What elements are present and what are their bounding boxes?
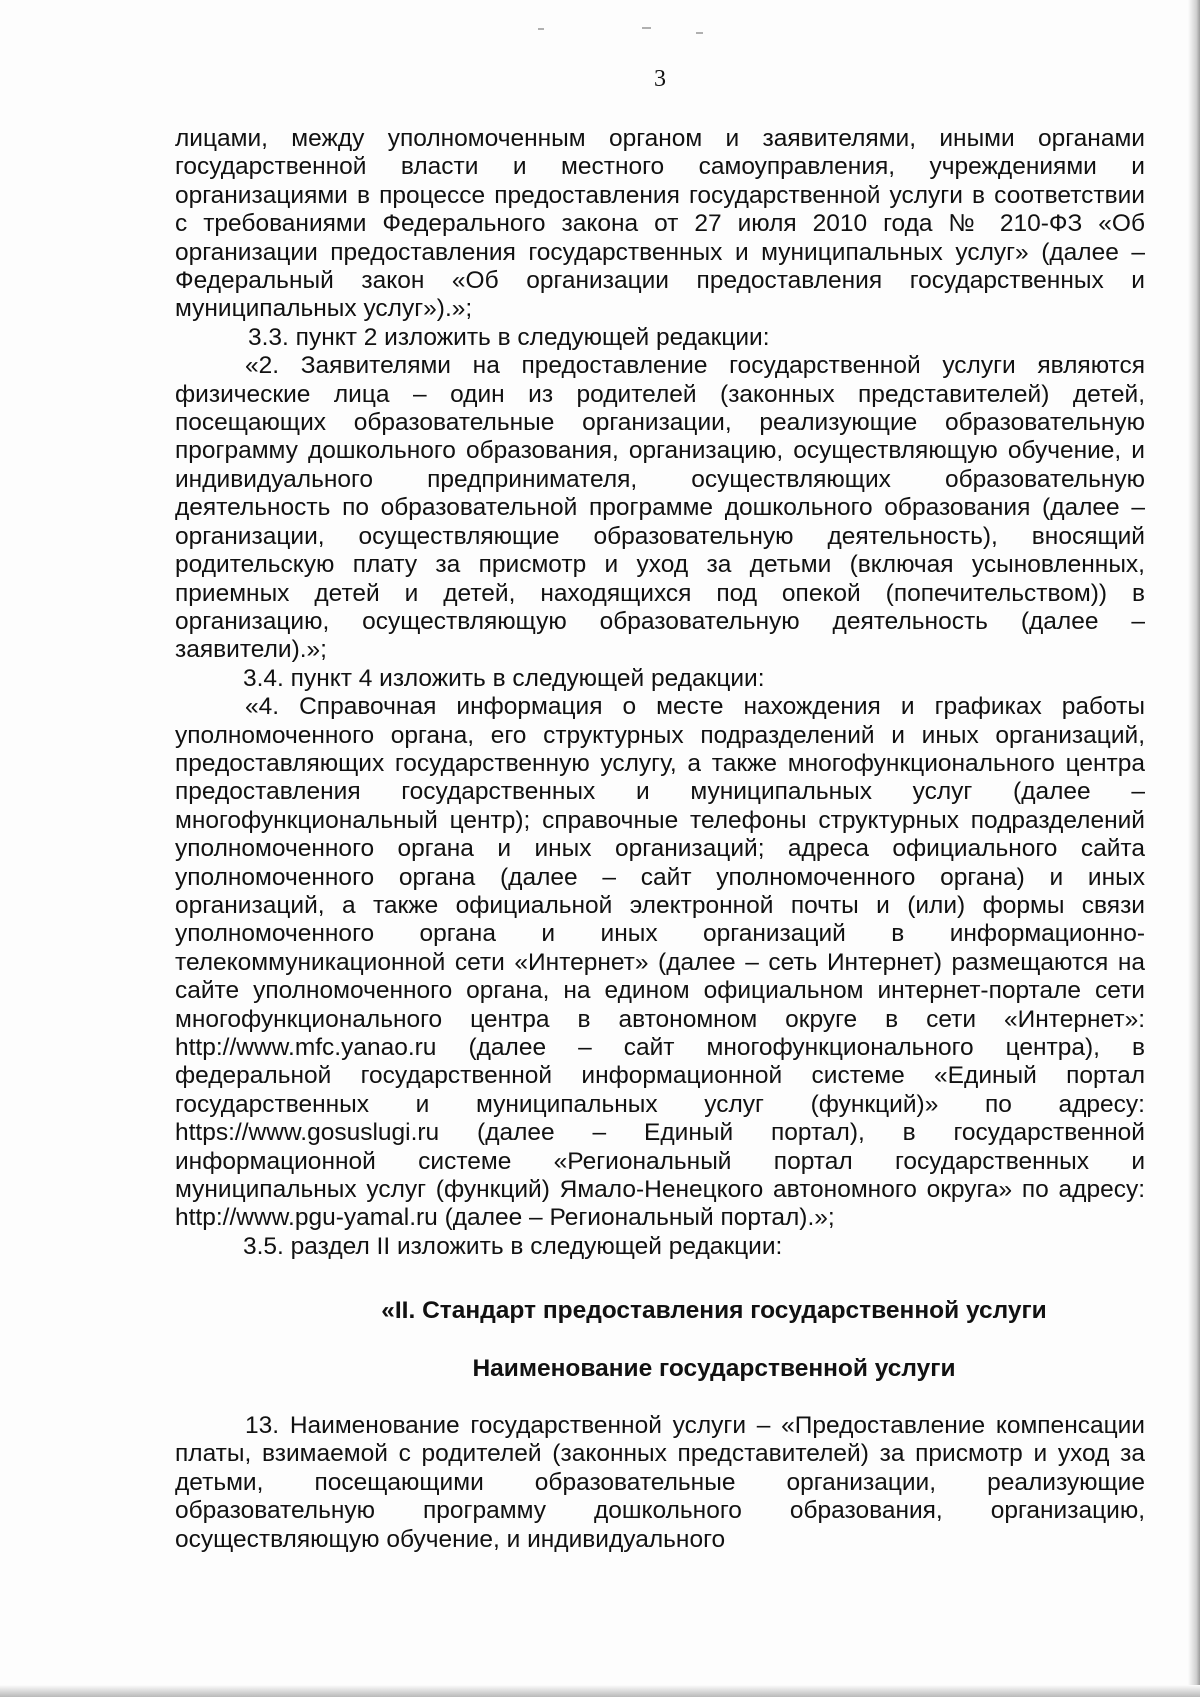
paragraph-clause-4: «4. Справочная информация о месте нахождения и графиках работы уполномоченного органа, его структурных подразделений и иных организаций, предоставляющих государственную услугу, а также многофункционального центра предоставления государственных и муниципальных услуг (далее – многофункциональный центр); справочные телефоны структурных подразделений уполномоченного органа и иных организаций; адреса официального сайта уполномоченного органа (далее – сайт уполномоченного органа) и иных организаций, а также официальной электронной почты и (или) формы связи уполномоченного органа и иных организаций в информационно-телекоммуникационной сети «Интернет» (далее – сеть Интернет) размещаются на сайте уполномоченного органа, на едином официальном интернет-портале сети многофункционального центра в автономном округе в сети «Интернет»: http://www.mfc.yanao.ru (далее – сайт многофункционального центра), в федеральной государственной информационной системе «Единый портал государственных и муниципальных услуг (функций)» по адресу: https://www.gosuslugi.ru (далее – Единый портал), в государственной информационной системе «Региональный портал государственных и муниципальных услуг (функций) Ямало-Ненецкого автономного округа» по адресу: http://www.pgu-yamal.ru (далее – Региональный портал).»; — [175, 693, 1145, 1232]
paragraph-item-3-3: 3.3. пункт 2 изложить в следующей редакции: — [248, 323, 770, 351]
paragraph-clause-2: «2. Заявителями на предоставление государственной услуги являются физические лица – один из родителей (законных представителей) детей, посещающих образовательные организации, реализующие образовательную программу дошкольного образования, организацию, осуществляющую обучение, и индивидуального предпринимателя, осуществляющих образовательную деятельность по образовательной программе дошкольного образования (далее – организации, осуществляющие образовательную деятельность), вносящий родительскую плату за присмотр и уход за детьми (включая усыновленных, приемных детей и детей, находящихся под опекой (попечительством)) в организацию, осуществляющую образовательную деятельность (далее – заявители).»; — [175, 352, 1145, 664]
scan-speck — [538, 28, 544, 30]
paragraph-item-3-4: 3.4. пункт 4 изложить в следующей редакции: — [243, 664, 765, 692]
scan-edge-right — [1188, 0, 1200, 1697]
paragraph-item-3-5: 3.5. раздел II изложить в следующей редакции: — [243, 1232, 783, 1260]
scan-edge-bottom — [0, 1685, 1200, 1697]
section-heading: «II. Стандарт предоставления государственной услуги — [381, 1297, 1047, 1325]
scan-speck — [642, 27, 651, 29]
document-body — [175, 125, 1145, 1554]
subsection-heading: Наименование государственной услуги — [472, 1354, 956, 1382]
scan-speck — [696, 32, 703, 34]
page-number: 3 — [654, 66, 666, 92]
paragraph-clause-13: 13. Наименование государственной услуги – «Предоставление компенсации платы, взимаемой с родителей (законных представителей) за присмотр и уход за детьми, посещающими образовательные организации, реализующие образовательную программу дошкольного образования, организацию, осуществляющую обучение, и индивидуального — [175, 1412, 1145, 1553]
paragraph-continuation: лицами, между уполномоченным органом и заявителями, иными органами государственной власти и местного самоуправления, учреждениями и организациями в процессе предоставления государственной услуги в соответствии с требованиями Федерального закона от 27 июля 2010 года № 210-ФЗ «Об организации предоставления государственных и муниципальных услуг» (далее – Федеральный закон «Об организации предоставления государственных и муниципальных услуг»).»; — [175, 125, 1145, 323]
